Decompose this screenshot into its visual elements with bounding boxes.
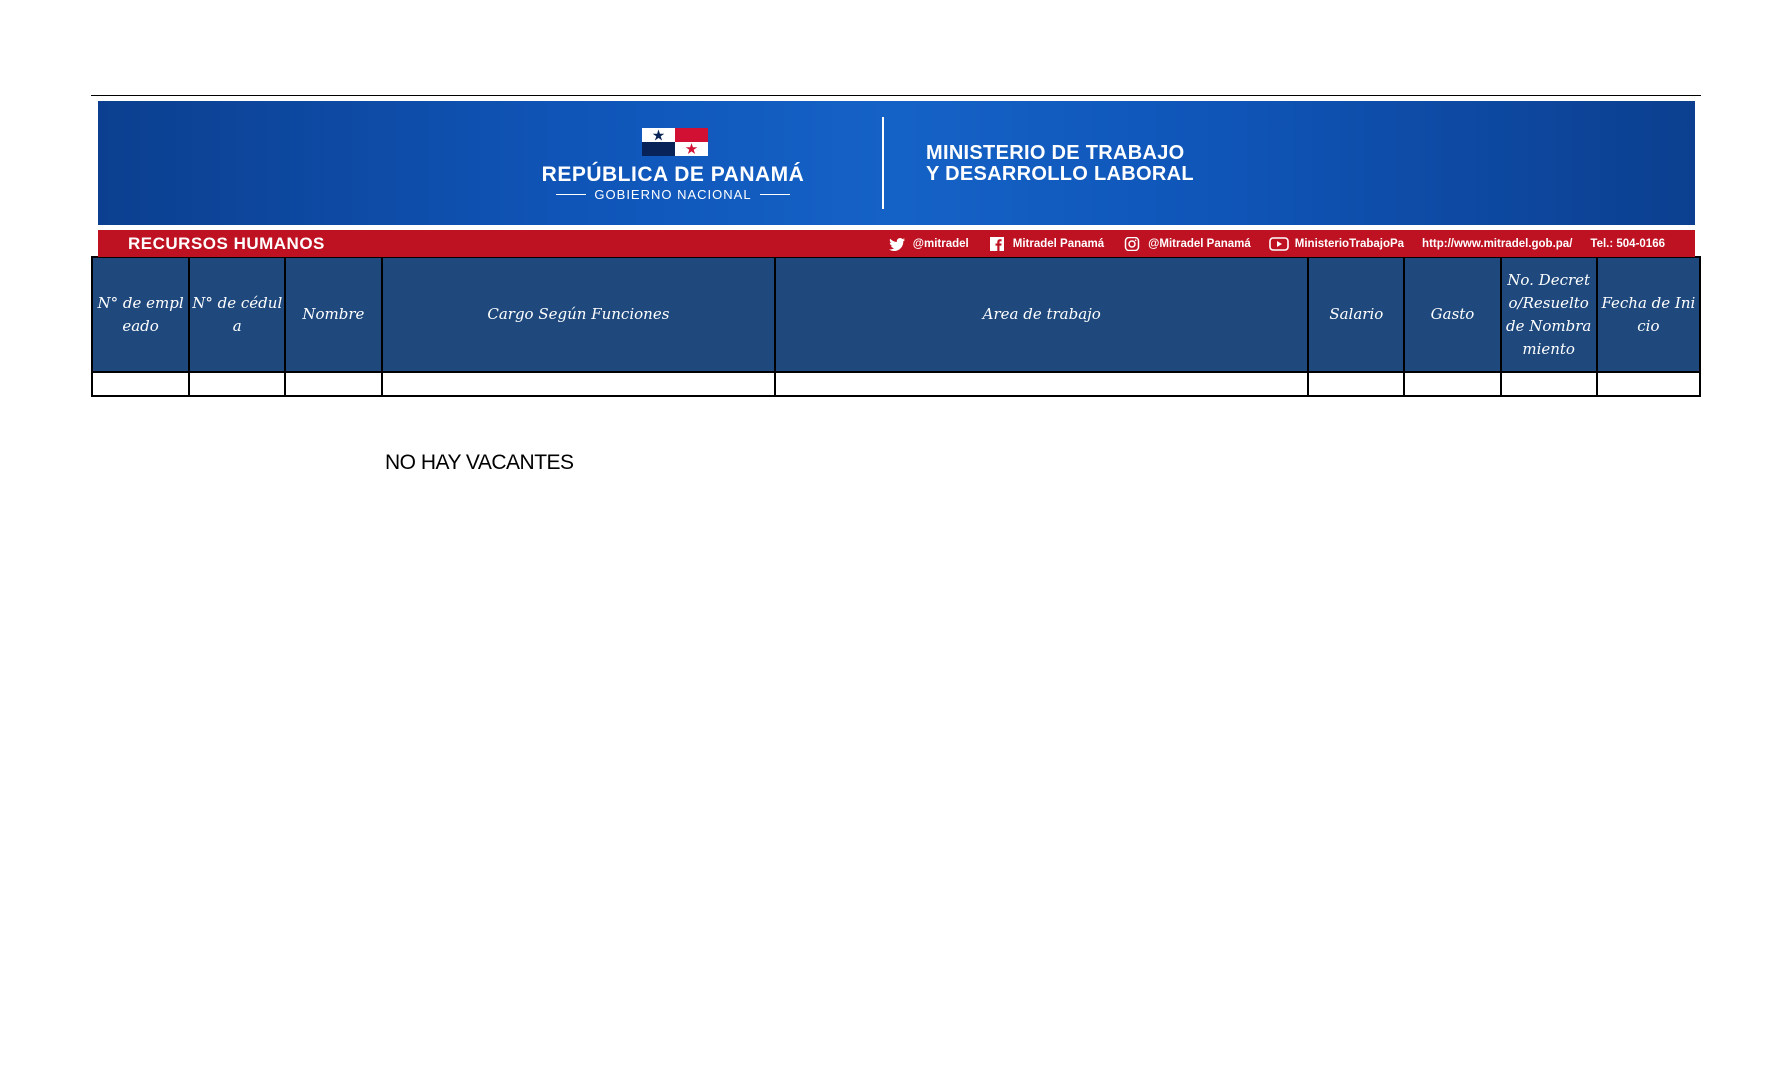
table-cell: [775, 372, 1308, 396]
header-id-number: N° de cédula: [189, 257, 285, 372]
ministry-banner: [98, 101, 1695, 255]
table-cell: [1404, 372, 1500, 396]
table-header-row: [92, 257, 1700, 372]
social-facebook: [987, 237, 1104, 251]
ministry-line-1: MINISTERIO DE TRABAJO: [926, 142, 1185, 164]
table-cell: [285, 372, 381, 396]
header-salary: Salario: [1308, 257, 1404, 372]
social-twitter: [887, 237, 969, 251]
facebook-icon: [987, 237, 1007, 251]
table-cell: [1597, 372, 1700, 396]
facebook-page: Mitradel Panamá: [1012, 237, 1105, 250]
divider-line: [556, 194, 586, 195]
social-instagram: [1122, 237, 1251, 251]
phone-number: Tel.: 504-0166: [1590, 237, 1665, 250]
twitter-handle: @mitradel: [912, 237, 969, 250]
header-position: Cargo Según Funciones: [382, 257, 776, 372]
ministry-line-2: Y DESARROLLO LABORAL: [926, 163, 1194, 185]
table-cell: [189, 372, 285, 396]
website-url: http://www.mitradel.gob.pa/: [1422, 237, 1573, 250]
staff-table: [91, 256, 1701, 397]
youtube-channel: MinisterioTrabajoPa: [1294, 237, 1405, 250]
banner-red-strip: [98, 228, 1695, 257]
table-cell: [382, 372, 776, 396]
table-row: [92, 372, 1700, 396]
table-cell: [92, 372, 189, 396]
table-cell: [1501, 372, 1597, 396]
header-employee-number: N° de empleado: [92, 257, 189, 372]
country-name: REPÚBLICA DE PANAMÁ: [541, 163, 805, 186]
no-vacancies-notice: NO HAY VACANTES: [385, 451, 574, 474]
header-name: Nombre: [285, 257, 381, 372]
header-expense: Gasto: [1404, 257, 1500, 372]
top-rule: [91, 95, 1701, 96]
header-work-area: Area de trabajo: [775, 257, 1308, 372]
government-label: [508, 187, 838, 202]
social-links: [887, 237, 1665, 251]
government-text: GOBIERNO NACIONAL: [594, 187, 752, 202]
twitter-icon: [887, 237, 907, 251]
divider-line: [760, 194, 790, 195]
report-sheet: [91, 95, 1701, 397]
header-decree: No. Decreto/Resuelto de Nombramiento: [1501, 257, 1597, 372]
instagram-handle: @Mitradel Panamá: [1148, 237, 1251, 250]
header-start-date: Fecha de Inicio: [1597, 257, 1700, 372]
ministry-name: [926, 143, 1194, 185]
instagram-icon: [1122, 237, 1142, 251]
banner-divider: [882, 117, 884, 209]
social-youtube: [1269, 237, 1404, 251]
panama-flag-icon: [642, 128, 708, 156]
department-label: RECURSOS HUMANOS: [128, 233, 325, 253]
banner-blue-band: [98, 101, 1695, 225]
youtube-icon: [1269, 237, 1289, 251]
table-cell: [1308, 372, 1404, 396]
